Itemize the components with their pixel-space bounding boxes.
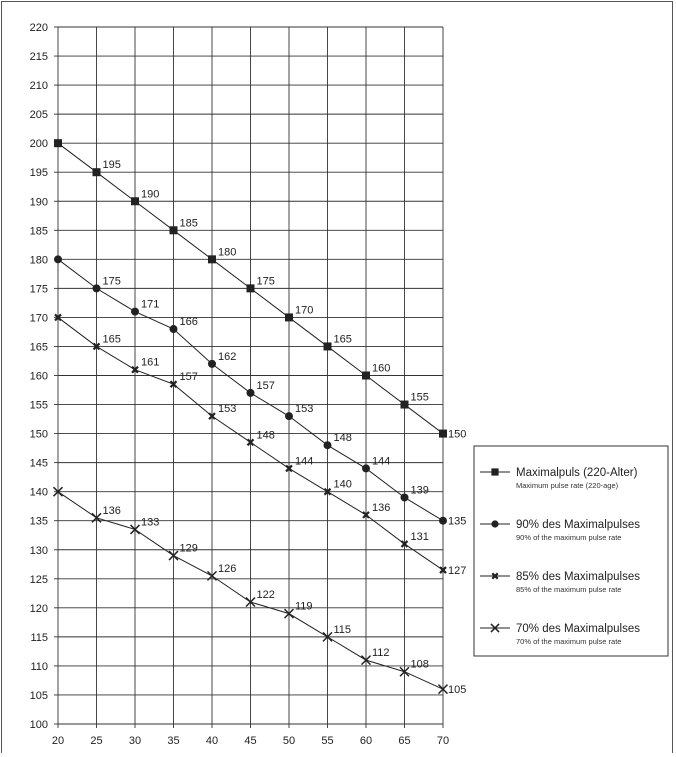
data-label: 105 bbox=[448, 684, 467, 697]
data-label: 136 bbox=[102, 504, 121, 517]
data-label: 144 bbox=[295, 455, 314, 468]
data-label: 153 bbox=[295, 403, 314, 416]
y-tick-label: 205 bbox=[29, 109, 48, 122]
y-tick-label: 125 bbox=[29, 573, 48, 586]
data-label: 170 bbox=[295, 304, 314, 317]
data-point bbox=[324, 441, 332, 449]
y-tick-label: 220 bbox=[29, 22, 48, 34]
data-label: 180 bbox=[218, 246, 237, 259]
data-label: 195 bbox=[102, 159, 121, 172]
data-point bbox=[93, 168, 101, 176]
data-label: 165 bbox=[333, 333, 352, 346]
data-point bbox=[324, 342, 332, 350]
y-tick-label: 115 bbox=[30, 631, 48, 644]
data-label: 185 bbox=[179, 217, 198, 230]
data-point bbox=[439, 517, 447, 525]
x-tick-label: 40 bbox=[205, 735, 219, 747]
data-label: 127 bbox=[448, 565, 467, 578]
y-tick-label: 130 bbox=[29, 544, 48, 557]
data-point bbox=[285, 412, 293, 420]
data-label: 157 bbox=[256, 379, 275, 392]
y-tick-label: 105 bbox=[29, 689, 48, 702]
data-label: 161 bbox=[141, 356, 160, 369]
y-tick-label: 200 bbox=[29, 138, 48, 151]
data-label: 153 bbox=[218, 403, 237, 416]
y-tick-label: 150 bbox=[29, 428, 48, 441]
data-label: 144 bbox=[372, 455, 391, 468]
y-tick-label: 110 bbox=[30, 660, 48, 673]
legend-sublabel: 70% of the maximum pulse rate bbox=[516, 637, 622, 646]
data-label: 136 bbox=[372, 501, 391, 514]
data-point bbox=[285, 313, 293, 321]
data-point bbox=[131, 308, 139, 316]
legend-sublabel: Maximum pulse rate (220-age) bbox=[516, 481, 619, 490]
y-tick-label: 180 bbox=[29, 254, 48, 267]
data-point bbox=[247, 284, 255, 292]
data-label: 175 bbox=[256, 275, 275, 288]
data-label: 129 bbox=[179, 542, 198, 555]
legend-label: 85% des Maximalpulses bbox=[516, 571, 641, 583]
data-label: 140 bbox=[333, 478, 352, 491]
y-tick-label: 190 bbox=[29, 196, 48, 209]
data-label: 112 bbox=[372, 647, 390, 660]
y-tick-label: 135 bbox=[29, 515, 48, 528]
y-tick-label: 145 bbox=[29, 457, 48, 470]
data-point bbox=[362, 372, 370, 380]
data-point bbox=[362, 464, 370, 472]
data-label: 150 bbox=[448, 428, 467, 441]
y-tick-label: 215 bbox=[29, 51, 48, 64]
legend-label: 90% des Maximalpulses bbox=[516, 519, 641, 531]
y-tick-label: 140 bbox=[29, 486, 48, 499]
data-point bbox=[54, 255, 62, 263]
data-label: 175 bbox=[102, 275, 121, 288]
x-tick-label: 45 bbox=[244, 735, 257, 747]
y-tick-label: 175 bbox=[29, 283, 48, 296]
grid bbox=[58, 27, 443, 724]
y-tick-label: 195 bbox=[29, 167, 48, 180]
data-label: 148 bbox=[333, 432, 352, 445]
data-point bbox=[208, 360, 216, 368]
data-point bbox=[131, 197, 139, 205]
y-tick-label: 155 bbox=[29, 399, 48, 412]
legend-marker bbox=[491, 520, 498, 527]
data-label: 166 bbox=[179, 316, 198, 329]
data-point bbox=[170, 226, 178, 234]
y-tick-label: 120 bbox=[29, 602, 48, 615]
data-label: 126 bbox=[218, 562, 237, 575]
data-label: 119 bbox=[295, 600, 313, 613]
x-tick-label: 70 bbox=[436, 735, 450, 747]
legend bbox=[474, 446, 668, 656]
x-tick-label: 30 bbox=[128, 735, 142, 747]
data-label: 160 bbox=[372, 362, 391, 375]
data-label: 155 bbox=[410, 391, 429, 404]
data-label: 108 bbox=[410, 658, 429, 671]
data-point bbox=[439, 430, 447, 438]
data-label: 162 bbox=[218, 350, 237, 363]
legend-sublabel: 85% of the maximum pulse rate bbox=[516, 585, 622, 594]
y-tick-label: 170 bbox=[29, 312, 48, 325]
y-tick-label: 165 bbox=[29, 341, 48, 354]
y-tick-label: 185 bbox=[29, 225, 48, 238]
legend-sublabel: 90% of the maximum pulse rate bbox=[516, 533, 622, 542]
legend-marker bbox=[491, 468, 498, 475]
y-tick-label: 100 bbox=[29, 719, 48, 731]
data-point bbox=[93, 284, 101, 292]
data-label: 122 bbox=[256, 589, 275, 602]
data-point bbox=[208, 255, 216, 263]
legend-label: 70% des Maximalpulses bbox=[516, 623, 641, 635]
y-tick-label: 160 bbox=[29, 370, 48, 383]
data-label: 165 bbox=[102, 333, 121, 346]
x-tick-label: 65 bbox=[398, 735, 411, 747]
data-point bbox=[401, 493, 409, 501]
x-tick-label: 50 bbox=[282, 735, 296, 747]
x-tick-label: 55 bbox=[321, 735, 334, 747]
data-point bbox=[170, 325, 178, 333]
data-label: 139 bbox=[410, 484, 429, 497]
data-label: 148 bbox=[256, 429, 275, 442]
data-label: 135 bbox=[448, 515, 467, 528]
x-tick-label: 20 bbox=[51, 735, 65, 747]
x-tick-label: 60 bbox=[359, 735, 373, 747]
legend-label: Maximalpuls (220-Alter) bbox=[516, 467, 638, 479]
data-label: 133 bbox=[141, 516, 160, 529]
data-label: 190 bbox=[141, 188, 160, 201]
y-tick-label: 210 bbox=[29, 80, 48, 93]
data-point bbox=[54, 139, 62, 147]
data-point bbox=[247, 389, 255, 397]
x-tick-label: 35 bbox=[167, 735, 180, 747]
data-point bbox=[401, 401, 409, 409]
data-label: 115 bbox=[333, 623, 352, 636]
data-label: 157 bbox=[179, 371, 198, 384]
data-label: 131 bbox=[410, 530, 429, 543]
x-tick-label: 25 bbox=[90, 735, 103, 747]
data-label: 171 bbox=[141, 298, 160, 311]
